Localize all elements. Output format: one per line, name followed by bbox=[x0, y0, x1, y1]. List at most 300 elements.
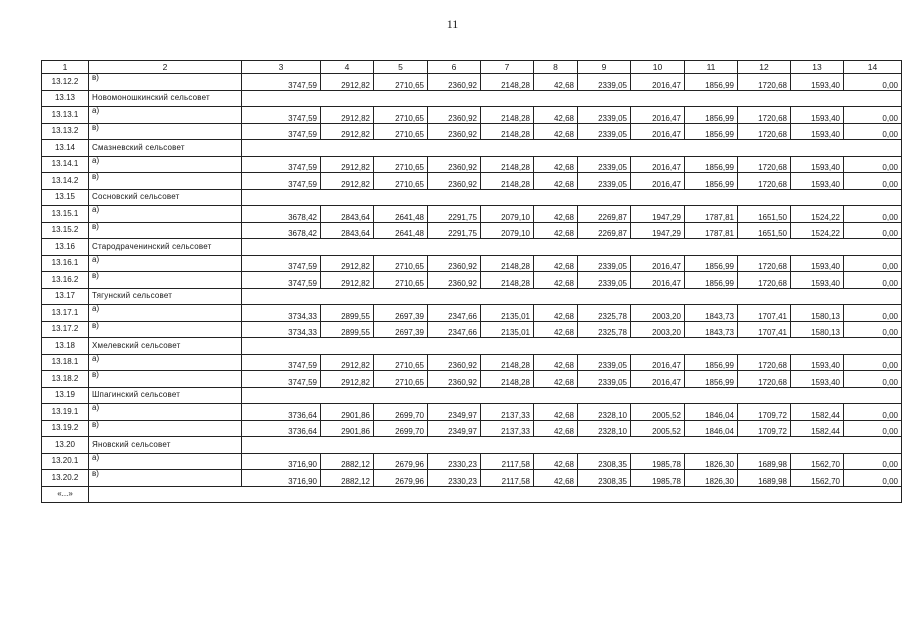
value-cell: 2148,28 bbox=[481, 74, 534, 91]
value-cell: 2330,23 bbox=[428, 470, 481, 487]
value-cell: 2710,65 bbox=[374, 107, 428, 124]
value-cell: 2016,47 bbox=[631, 173, 685, 190]
value-cell: 42,68 bbox=[534, 371, 578, 388]
row-code: 13.13.1 bbox=[42, 107, 89, 124]
group-row bbox=[42, 387, 902, 404]
value-cell: 2148,28 bbox=[481, 107, 534, 124]
value-cell: 1707,41 bbox=[738, 305, 791, 322]
row-subtype: а) bbox=[89, 156, 242, 173]
value-cell: 2912,82 bbox=[321, 354, 374, 371]
value-cell: 2016,47 bbox=[631, 123, 685, 140]
value-cell: 2360,92 bbox=[428, 371, 481, 388]
value-cell: 1524,22 bbox=[791, 222, 844, 239]
row-code: 13.12.2 bbox=[42, 74, 89, 91]
value-cell: 1709,72 bbox=[738, 420, 791, 437]
value-cell: 3747,59 bbox=[242, 173, 321, 190]
value-cell: 2360,92 bbox=[428, 107, 481, 124]
value-cell: 42,68 bbox=[534, 123, 578, 140]
column-header: 12 bbox=[738, 61, 791, 74]
value-cell: 42,68 bbox=[534, 206, 578, 223]
column-header: 8 bbox=[534, 61, 578, 74]
column-header: 1 bbox=[42, 61, 89, 74]
row-code: 13.15.1 bbox=[42, 206, 89, 223]
row-subtype: в) bbox=[89, 420, 242, 437]
table-row bbox=[42, 222, 902, 239]
value-cell: 3747,59 bbox=[242, 272, 321, 289]
row-subtype: а) bbox=[89, 305, 242, 322]
value-cell: 3734,33 bbox=[242, 321, 321, 338]
value-cell: 42,68 bbox=[534, 470, 578, 487]
group-name: Тягунский сельсовет bbox=[89, 288, 242, 305]
value-cell: 1593,40 bbox=[791, 123, 844, 140]
value-cell: 2117,58 bbox=[481, 470, 534, 487]
value-cell: 2899,55 bbox=[321, 305, 374, 322]
value-cell: 2135,01 bbox=[481, 321, 534, 338]
value-cell: 2882,12 bbox=[321, 470, 374, 487]
value-cell: 0,00 bbox=[844, 222, 902, 239]
value-cell: 2641,48 bbox=[374, 206, 428, 223]
value-cell: 2679,96 bbox=[374, 470, 428, 487]
column-header: 10 bbox=[631, 61, 685, 74]
table-row bbox=[42, 305, 902, 322]
row-subtype: в) bbox=[89, 123, 242, 140]
value-cell: 1651,50 bbox=[738, 222, 791, 239]
value-cell: 1689,98 bbox=[738, 453, 791, 470]
value-cell: 1580,13 bbox=[791, 305, 844, 322]
value-cell: 2016,47 bbox=[631, 272, 685, 289]
value-cell: 1846,04 bbox=[685, 420, 738, 437]
group-name: Сосновский сельсовет bbox=[89, 189, 242, 206]
value-cell: 0,00 bbox=[844, 107, 902, 124]
row-subtype: а) bbox=[89, 107, 242, 124]
value-cell: 42,68 bbox=[534, 420, 578, 437]
group-blank bbox=[242, 338, 902, 355]
value-cell: 2148,28 bbox=[481, 255, 534, 272]
table-row bbox=[42, 74, 902, 91]
value-cell: 2901,86 bbox=[321, 420, 374, 437]
table-row bbox=[42, 156, 902, 173]
value-cell: 2912,82 bbox=[321, 173, 374, 190]
value-cell: 2912,82 bbox=[321, 156, 374, 173]
group-code: 13.18 bbox=[42, 338, 89, 355]
value-cell: 1826,30 bbox=[685, 453, 738, 470]
value-cell: 2003,20 bbox=[631, 321, 685, 338]
group-code: 13.19 bbox=[42, 387, 89, 404]
table-row bbox=[42, 272, 902, 289]
table-row bbox=[42, 255, 902, 272]
value-cell: 1985,78 bbox=[631, 470, 685, 487]
value-cell: 3747,59 bbox=[242, 156, 321, 173]
value-cell: 1720,68 bbox=[738, 74, 791, 91]
value-cell: 42,68 bbox=[534, 74, 578, 91]
group-code: 13.20 bbox=[42, 437, 89, 454]
value-cell: 2016,47 bbox=[631, 107, 685, 124]
value-cell: 2339,05 bbox=[578, 354, 631, 371]
row-code: 13.14.2 bbox=[42, 173, 89, 190]
value-cell: 2339,05 bbox=[578, 123, 631, 140]
value-cell: 42,68 bbox=[534, 321, 578, 338]
table-row bbox=[42, 107, 902, 124]
value-cell: 2269,87 bbox=[578, 206, 631, 223]
value-cell: 2148,28 bbox=[481, 354, 534, 371]
row-code: 13.16.2 bbox=[42, 272, 89, 289]
value-cell: 2291,75 bbox=[428, 222, 481, 239]
value-cell: 3678,42 bbox=[242, 222, 321, 239]
value-cell: 2360,92 bbox=[428, 173, 481, 190]
row-code: 13.18.1 bbox=[42, 354, 89, 371]
value-cell: 0,00 bbox=[844, 354, 902, 371]
value-cell: 2079,10 bbox=[481, 222, 534, 239]
value-cell: 2308,35 bbox=[578, 453, 631, 470]
value-cell: 1720,68 bbox=[738, 354, 791, 371]
value-cell: 0,00 bbox=[844, 470, 902, 487]
value-cell: 2005,52 bbox=[631, 420, 685, 437]
row-code: 13.18.2 bbox=[42, 371, 89, 388]
value-cell: 42,68 bbox=[534, 255, 578, 272]
value-cell: 0,00 bbox=[844, 404, 902, 421]
value-cell: 42,68 bbox=[534, 173, 578, 190]
value-cell: 1843,73 bbox=[685, 321, 738, 338]
row-code: 13.15.2 bbox=[42, 222, 89, 239]
table-row bbox=[42, 420, 902, 437]
group-row bbox=[42, 288, 902, 305]
row-subtype: а) bbox=[89, 354, 242, 371]
column-header: 2 bbox=[89, 61, 242, 74]
value-cell: 1562,70 bbox=[791, 470, 844, 487]
column-header: 4 bbox=[321, 61, 374, 74]
value-cell: 2912,82 bbox=[321, 272, 374, 289]
value-cell: 0,00 bbox=[844, 255, 902, 272]
row-subtype: в) bbox=[89, 173, 242, 190]
value-cell: 2360,92 bbox=[428, 354, 481, 371]
group-code: 13.15 bbox=[42, 189, 89, 206]
value-cell: 1720,68 bbox=[738, 272, 791, 289]
value-cell: 3747,59 bbox=[242, 107, 321, 124]
row-subtype: а) bbox=[89, 404, 242, 421]
column-header: 13 bbox=[791, 61, 844, 74]
value-cell: 2003,20 bbox=[631, 305, 685, 322]
value-cell: 2912,82 bbox=[321, 123, 374, 140]
row-subtype: в) bbox=[89, 470, 242, 487]
group-code: 13.17 bbox=[42, 288, 89, 305]
value-cell: 2135,01 bbox=[481, 305, 534, 322]
value-cell: 2843,64 bbox=[321, 206, 374, 223]
group-row bbox=[42, 140, 902, 157]
group-row bbox=[42, 437, 902, 454]
value-cell: 1947,29 bbox=[631, 206, 685, 223]
group-blank bbox=[242, 90, 902, 107]
group-blank bbox=[242, 387, 902, 404]
value-cell: 1593,40 bbox=[791, 173, 844, 190]
value-cell: 0,00 bbox=[844, 420, 902, 437]
value-cell: 2148,28 bbox=[481, 123, 534, 140]
table-row bbox=[42, 470, 902, 487]
value-cell: 3747,59 bbox=[242, 371, 321, 388]
value-cell: 0,00 bbox=[844, 206, 902, 223]
value-cell: 3716,90 bbox=[242, 453, 321, 470]
group-code: 13.13 bbox=[42, 90, 89, 107]
group-row bbox=[42, 90, 902, 107]
value-cell: 1580,13 bbox=[791, 321, 844, 338]
row-code: 13.19.1 bbox=[42, 404, 89, 421]
value-cell: 1843,73 bbox=[685, 305, 738, 322]
value-cell: 2347,66 bbox=[428, 321, 481, 338]
value-cell: 1856,99 bbox=[685, 371, 738, 388]
value-cell: 2339,05 bbox=[578, 255, 631, 272]
value-cell: 1787,81 bbox=[685, 222, 738, 239]
value-cell: 2328,10 bbox=[578, 404, 631, 421]
value-cell: 2912,82 bbox=[321, 371, 374, 388]
value-cell: 2079,10 bbox=[481, 206, 534, 223]
value-cell: 2710,65 bbox=[374, 74, 428, 91]
value-cell: 2349,97 bbox=[428, 404, 481, 421]
value-cell: 2339,05 bbox=[578, 371, 631, 388]
value-cell: 2349,97 bbox=[428, 420, 481, 437]
value-cell: 1826,30 bbox=[685, 470, 738, 487]
value-cell: 2710,65 bbox=[374, 371, 428, 388]
value-cell: 1720,68 bbox=[738, 255, 791, 272]
value-cell: 2882,12 bbox=[321, 453, 374, 470]
value-cell: 1947,29 bbox=[631, 222, 685, 239]
value-cell: 3716,90 bbox=[242, 470, 321, 487]
value-cell: 42,68 bbox=[534, 404, 578, 421]
value-cell: 0,00 bbox=[844, 173, 902, 190]
value-cell: 1651,50 bbox=[738, 206, 791, 223]
value-cell: 1846,04 bbox=[685, 404, 738, 421]
value-cell: 1720,68 bbox=[738, 123, 791, 140]
table-row bbox=[42, 404, 902, 421]
value-cell: 1593,40 bbox=[791, 371, 844, 388]
value-cell: 2679,96 bbox=[374, 453, 428, 470]
value-cell: 2016,47 bbox=[631, 371, 685, 388]
value-cell: 42,68 bbox=[534, 453, 578, 470]
value-cell: 3747,59 bbox=[242, 255, 321, 272]
value-cell: 2710,65 bbox=[374, 123, 428, 140]
group-name: Шпагинский сельсовет bbox=[89, 387, 242, 404]
value-cell: 2291,75 bbox=[428, 206, 481, 223]
group-row bbox=[42, 239, 902, 256]
value-cell: 2339,05 bbox=[578, 272, 631, 289]
value-cell: 2016,47 bbox=[631, 255, 685, 272]
value-cell: 2912,82 bbox=[321, 74, 374, 91]
value-cell: 2901,86 bbox=[321, 404, 374, 421]
table-row bbox=[42, 123, 902, 140]
value-cell: 1720,68 bbox=[738, 173, 791, 190]
group-name: Новомоношкинский сельсовет bbox=[89, 90, 242, 107]
value-cell: 1707,41 bbox=[738, 321, 791, 338]
tariff-table bbox=[41, 60, 902, 503]
row-subtype: в) bbox=[89, 74, 242, 91]
row-subtype: в) bbox=[89, 371, 242, 388]
column-header: 14 bbox=[844, 61, 902, 74]
value-cell: 2328,10 bbox=[578, 420, 631, 437]
value-cell: 2325,78 bbox=[578, 321, 631, 338]
row-code: 13.17.2 bbox=[42, 321, 89, 338]
group-name: Яновский сельсовет bbox=[89, 437, 242, 454]
group-blank bbox=[242, 239, 902, 256]
table-row bbox=[42, 371, 902, 388]
value-cell: 0,00 bbox=[844, 74, 902, 91]
value-cell: 1593,40 bbox=[791, 74, 844, 91]
value-cell: 2843,64 bbox=[321, 222, 374, 239]
value-cell: 1856,99 bbox=[685, 74, 738, 91]
value-cell: 42,68 bbox=[534, 107, 578, 124]
value-cell: 0,00 bbox=[844, 371, 902, 388]
value-cell: 2697,39 bbox=[374, 305, 428, 322]
value-cell: 2641,48 bbox=[374, 222, 428, 239]
value-cell: 42,68 bbox=[534, 222, 578, 239]
group-blank bbox=[242, 140, 902, 157]
value-cell: 2016,47 bbox=[631, 354, 685, 371]
value-cell: 2325,78 bbox=[578, 305, 631, 322]
group-blank bbox=[242, 189, 902, 206]
value-cell: 1856,99 bbox=[685, 173, 738, 190]
table-row bbox=[42, 206, 902, 223]
value-cell: 1524,22 bbox=[791, 206, 844, 223]
column-header: 9 bbox=[578, 61, 631, 74]
group-row bbox=[42, 189, 902, 206]
column-header: 7 bbox=[481, 61, 534, 74]
value-cell: 1689,98 bbox=[738, 470, 791, 487]
column-header: 6 bbox=[428, 61, 481, 74]
value-cell: 2339,05 bbox=[578, 173, 631, 190]
value-cell: 2697,39 bbox=[374, 321, 428, 338]
group-name: Хмелевский сельсовет bbox=[89, 338, 242, 355]
value-cell: 2137,33 bbox=[481, 404, 534, 421]
value-cell: 42,68 bbox=[534, 156, 578, 173]
value-cell: 1562,70 bbox=[791, 453, 844, 470]
value-cell: 2710,65 bbox=[374, 173, 428, 190]
value-cell: 1856,99 bbox=[685, 354, 738, 371]
value-cell: 1720,68 bbox=[738, 371, 791, 388]
value-cell: 2117,58 bbox=[481, 453, 534, 470]
value-cell: 42,68 bbox=[534, 272, 578, 289]
group-blank bbox=[242, 437, 902, 454]
row-code: 13.19.2 bbox=[42, 420, 89, 437]
value-cell: 2016,47 bbox=[631, 156, 685, 173]
value-cell: 3747,59 bbox=[242, 123, 321, 140]
value-cell: 42,68 bbox=[534, 305, 578, 322]
value-cell: 2360,92 bbox=[428, 156, 481, 173]
value-cell: 1593,40 bbox=[791, 156, 844, 173]
row-code: 13.20.2 bbox=[42, 470, 89, 487]
value-cell: 2699,70 bbox=[374, 404, 428, 421]
value-cell: 2699,70 bbox=[374, 420, 428, 437]
group-row bbox=[42, 338, 902, 355]
value-cell: 2269,87 bbox=[578, 222, 631, 239]
row-code: 13.16.1 bbox=[42, 255, 89, 272]
table-row bbox=[42, 321, 902, 338]
value-cell: 1709,72 bbox=[738, 404, 791, 421]
value-cell: 2330,23 bbox=[428, 453, 481, 470]
value-cell: 0,00 bbox=[844, 272, 902, 289]
row-subtype: в) bbox=[89, 222, 242, 239]
value-cell: 1582,44 bbox=[791, 420, 844, 437]
value-cell: 3736,64 bbox=[242, 404, 321, 421]
table-row bbox=[42, 354, 902, 371]
value-cell: 1593,40 bbox=[791, 255, 844, 272]
value-cell: 2912,82 bbox=[321, 107, 374, 124]
value-cell: 3747,59 bbox=[242, 74, 321, 91]
value-cell: 2912,82 bbox=[321, 255, 374, 272]
value-cell: 2360,92 bbox=[428, 123, 481, 140]
continuation-blank bbox=[89, 486, 902, 503]
group-name: Смазневский сельсовет bbox=[89, 140, 242, 157]
value-cell: 2339,05 bbox=[578, 74, 631, 91]
value-cell: 2339,05 bbox=[578, 107, 631, 124]
row-subtype: в) bbox=[89, 272, 242, 289]
value-cell: 2360,92 bbox=[428, 255, 481, 272]
group-code: 13.14 bbox=[42, 140, 89, 157]
value-cell: 2308,35 bbox=[578, 470, 631, 487]
row-code: 13.17.1 bbox=[42, 305, 89, 322]
group-code: 13.16 bbox=[42, 239, 89, 256]
value-cell: 2148,28 bbox=[481, 272, 534, 289]
value-cell: 1593,40 bbox=[791, 107, 844, 124]
column-header: 5 bbox=[374, 61, 428, 74]
value-cell: 3678,42 bbox=[242, 206, 321, 223]
value-cell: 2710,65 bbox=[374, 354, 428, 371]
value-cell: 3736,64 bbox=[242, 420, 321, 437]
column-header: 11 bbox=[685, 61, 738, 74]
value-cell: 2339,05 bbox=[578, 156, 631, 173]
row-subtype: в) bbox=[89, 321, 242, 338]
value-cell: 0,00 bbox=[844, 305, 902, 322]
table-row bbox=[42, 453, 902, 470]
value-cell: 2137,33 bbox=[481, 420, 534, 437]
value-cell: 2016,47 bbox=[631, 74, 685, 91]
value-cell: 1985,78 bbox=[631, 453, 685, 470]
row-subtype: а) bbox=[89, 453, 242, 470]
value-cell: 1787,81 bbox=[685, 206, 738, 223]
column-header: 3 bbox=[242, 61, 321, 74]
value-cell: 2148,28 bbox=[481, 371, 534, 388]
value-cell: 1720,68 bbox=[738, 156, 791, 173]
value-cell: 1593,40 bbox=[791, 272, 844, 289]
value-cell: 1593,40 bbox=[791, 354, 844, 371]
value-cell: 1856,99 bbox=[685, 107, 738, 124]
row-subtype: а) bbox=[89, 206, 242, 223]
value-cell: 3734,33 bbox=[242, 305, 321, 322]
value-cell: 1856,99 bbox=[685, 255, 738, 272]
value-cell: 2360,92 bbox=[428, 272, 481, 289]
value-cell: 0,00 bbox=[844, 453, 902, 470]
value-cell: 2005,52 bbox=[631, 404, 685, 421]
table-row bbox=[42, 173, 902, 190]
group-blank bbox=[242, 288, 902, 305]
value-cell: 1856,99 bbox=[685, 272, 738, 289]
value-cell: 2710,65 bbox=[374, 272, 428, 289]
table-body bbox=[42, 74, 902, 487]
page-number: 11 bbox=[446, 17, 459, 31]
value-cell: 2710,65 bbox=[374, 255, 428, 272]
header-row bbox=[42, 61, 902, 74]
value-cell: 0,00 bbox=[844, 156, 902, 173]
row-code: 13.13.2 bbox=[42, 123, 89, 140]
value-cell: 2148,28 bbox=[481, 156, 534, 173]
value-cell: 2899,55 bbox=[321, 321, 374, 338]
row-subtype: а) bbox=[89, 255, 242, 272]
row-code: 13.14.1 bbox=[42, 156, 89, 173]
value-cell: 0,00 bbox=[844, 321, 902, 338]
value-cell: 2148,28 bbox=[481, 173, 534, 190]
value-cell: 2347,66 bbox=[428, 305, 481, 322]
value-cell: 3747,59 bbox=[242, 354, 321, 371]
value-cell: 1582,44 bbox=[791, 404, 844, 421]
continuation-row bbox=[42, 486, 902, 503]
continuation-mark: «...» bbox=[42, 486, 89, 503]
value-cell: 2710,65 bbox=[374, 156, 428, 173]
